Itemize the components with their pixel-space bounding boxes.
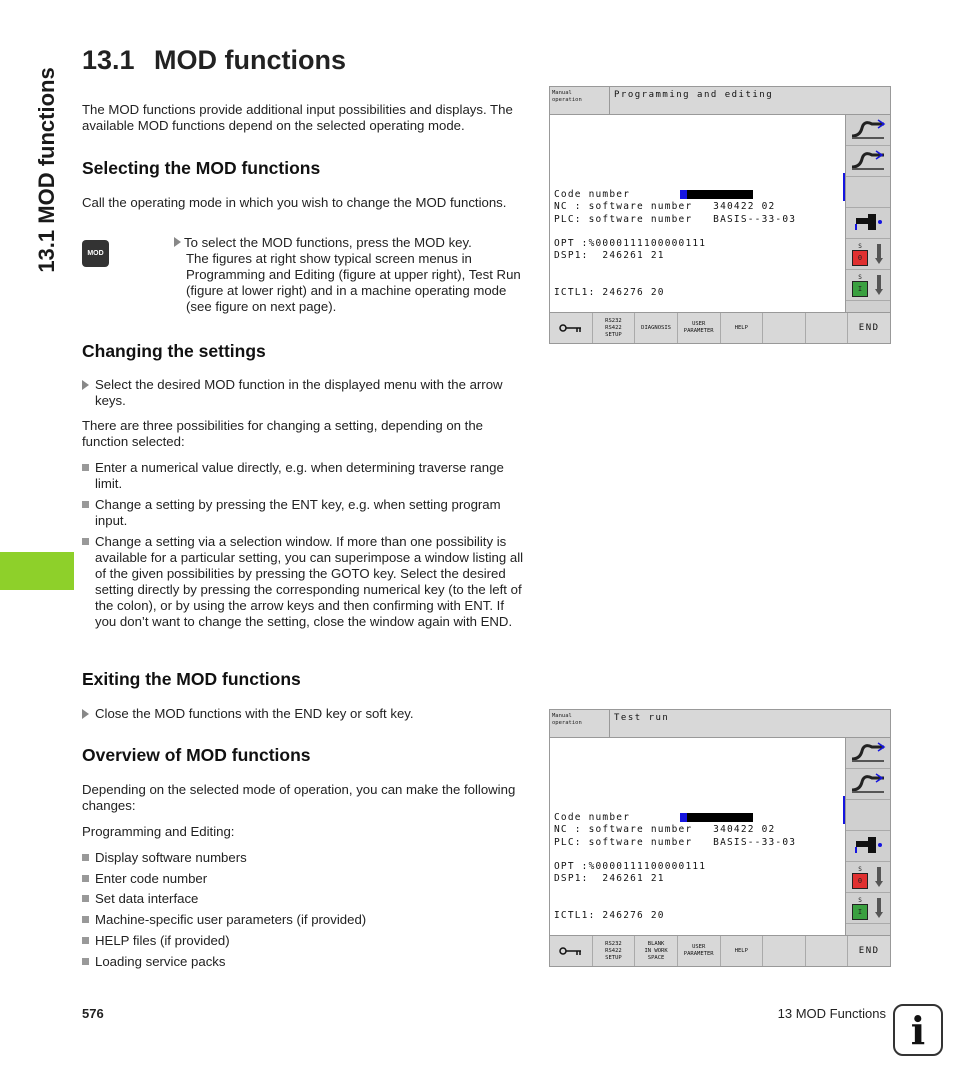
section-title: MOD functions bbox=[154, 45, 346, 75]
exit-step bbox=[82, 706, 527, 722]
spindle-stop-button[interactable] bbox=[846, 862, 890, 893]
change-text: There are three possibilities for changing a setting, depending on the function selected: bbox=[82, 418, 484, 449]
page-title bbox=[82, 45, 346, 76]
screen-programming bbox=[549, 86, 891, 344]
bullet-icon bbox=[82, 958, 89, 965]
softkey-user-parameter[interactable]: USER PARAMETER bbox=[678, 313, 721, 343]
list-item bbox=[82, 891, 527, 907]
mode-switch-left-button[interactable] bbox=[846, 738, 890, 769]
side-blue-marker bbox=[843, 173, 845, 201]
list-item-text: Change a setting by pressing the ENT key, e.g. when setting program input. bbox=[95, 497, 501, 528]
list-item bbox=[82, 534, 527, 630]
opt-line: OPT :%0000111100000111 bbox=[554, 238, 707, 250]
machine-mode-icon bbox=[850, 149, 886, 173]
spindle-zero-icon: 0 bbox=[852, 250, 868, 266]
softkey-key[interactable] bbox=[550, 313, 593, 343]
spindle-label: S bbox=[858, 273, 862, 281]
softkey-end[interactable]: END bbox=[858, 322, 880, 333]
side-softkeys bbox=[845, 738, 890, 936]
spindle-zero-icon: 0 bbox=[852, 873, 868, 889]
spindle-icon bbox=[874, 898, 884, 918]
coolant-icon bbox=[852, 212, 884, 234]
softkey-key[interactable] bbox=[550, 936, 593, 966]
machine-mode-icon bbox=[850, 118, 886, 142]
mode-switch-right-button[interactable] bbox=[846, 769, 890, 800]
heading-selecting: Selecting the MOD functions bbox=[82, 158, 321, 178]
bullet-icon bbox=[82, 464, 89, 471]
coolant-icon bbox=[852, 835, 884, 857]
softkey-rs232[interactable]: RS232 RS422 SETUP bbox=[593, 313, 636, 343]
softkey-user-parameter[interactable]: USER PARAMETER bbox=[678, 936, 721, 966]
empty-side-button[interactable] bbox=[846, 177, 890, 208]
coolant-button[interactable] bbox=[846, 208, 890, 239]
mod-info-block bbox=[554, 812, 796, 923]
list-item bbox=[82, 933, 527, 949]
exit-step-text: Close the MOD functions with the END key or soft key. bbox=[95, 706, 414, 721]
key-icon bbox=[559, 323, 583, 333]
key-icon bbox=[559, 946, 583, 956]
empty-side-button[interactable] bbox=[846, 800, 890, 831]
opt-line: OPT :%0000111100000111 bbox=[554, 861, 707, 873]
mode-indicator-right: Programming and editing bbox=[610, 87, 890, 115]
dsp-line: DSP1: 246261 21 bbox=[554, 873, 665, 885]
chapter-color-tab bbox=[0, 552, 74, 590]
mode-indicator-left: Manual operation bbox=[550, 710, 610, 738]
list-item-text: Machine-specific user parameters (if provided) bbox=[95, 912, 367, 927]
dsp-line: DSP1: 246261 21 bbox=[554, 250, 665, 262]
chapter-footer: 13 MOD Functions bbox=[777, 1006, 886, 1021]
spindle-label: S bbox=[858, 865, 862, 873]
machine-mode-icon bbox=[850, 772, 886, 796]
nc-software-line: NC : software number 340422 02 bbox=[554, 201, 776, 213]
softkey-help[interactable]: HELP bbox=[721, 313, 764, 343]
code-number-label: Code number bbox=[554, 189, 631, 200]
mod-step bbox=[174, 235, 528, 315]
heading-overview: Overview of MOD functions bbox=[82, 745, 311, 765]
spindle-icon bbox=[874, 244, 884, 264]
mod-step-rest: The figures at right show typical screen menus in Programming and Editing (figure at upper right), Test Run (figure at lower right) and in a machine operating mode (see figure on next page). bbox=[186, 251, 521, 314]
bullet-icon bbox=[82, 895, 89, 902]
softkey-empty[interactable] bbox=[806, 313, 849, 343]
list-item-text: Change a setting via a selection window. If more than one possibility is available for a particular setting, you can superimpose a window listing all of the given possibilities by pressing the GOTO key. Select the desired setting directly by pressing the corresponding numerical key (to the left of the colon), or by using the arrow keys and then confirming with ENT. If you don’t want to change the setting, close the window again with END. bbox=[95, 534, 524, 629]
softkey-empty[interactable] bbox=[763, 936, 806, 966]
softkey-row bbox=[550, 312, 890, 343]
section-number: 13.1 bbox=[82, 45, 135, 75]
bullet-icon bbox=[82, 501, 89, 508]
softkey-rs232[interactable]: RS232 RS422 SETUP bbox=[593, 936, 636, 966]
bullet-icon bbox=[82, 875, 89, 882]
mod-info-block bbox=[554, 189, 796, 300]
list-item bbox=[82, 850, 527, 866]
heading-changing: Changing the settings bbox=[82, 341, 266, 361]
mode-switch-left-button[interactable] bbox=[846, 115, 890, 146]
overview-text: Depending on the selected mode of operation, you can make the following changes: bbox=[82, 782, 516, 813]
list-item bbox=[82, 954, 527, 970]
softkey-empty[interactable] bbox=[806, 936, 849, 966]
list-item-text: HELP files (if provided) bbox=[95, 933, 230, 948]
softkey-row bbox=[550, 935, 890, 966]
list-item-text: Enter code number bbox=[95, 871, 208, 886]
spindle-start-button[interactable] bbox=[846, 893, 890, 924]
plc-software-line: PLC: software number BASIS--33-03 bbox=[554, 213, 797, 225]
bullet-icon bbox=[82, 538, 89, 545]
side-blue-marker bbox=[843, 796, 845, 824]
bullet-icon bbox=[82, 937, 89, 944]
spindle-icon bbox=[874, 867, 884, 887]
coolant-button[interactable] bbox=[846, 831, 890, 862]
list-item-text: Display software numbers bbox=[95, 850, 247, 865]
change-step-text: Select the desired MOD function in the displayed menu with the arrow keys. bbox=[95, 377, 503, 408]
mode-indicator-left: Manual operation bbox=[550, 87, 610, 115]
chapter-side-title: 13.1 MOD functions bbox=[34, 67, 59, 273]
code-number-field[interactable] bbox=[680, 813, 753, 822]
arrow-icon bbox=[82, 709, 89, 719]
machine-mode-icon bbox=[850, 741, 886, 765]
page-number: 576 bbox=[82, 1006, 104, 1021]
spindle-one-icon: I bbox=[852, 904, 868, 920]
mode-indicator-right: Test run bbox=[610, 710, 890, 738]
softkey-end[interactable]: END bbox=[858, 945, 880, 956]
side-softkeys bbox=[845, 115, 890, 313]
screen-test-run bbox=[549, 709, 891, 967]
spindle-label: S bbox=[858, 242, 862, 250]
overview-sub: Programming and Editing: bbox=[82, 824, 235, 839]
spindle-label: S bbox=[858, 896, 862, 904]
spindle-one-icon: I bbox=[852, 281, 868, 297]
plc-software-line: PLC: software number BASIS--33-03 bbox=[554, 836, 797, 848]
list-item bbox=[82, 497, 527, 529]
list-item bbox=[82, 912, 527, 928]
list-item-text: Loading service packs bbox=[95, 954, 226, 969]
code-number-field[interactable] bbox=[680, 190, 753, 199]
code-number-label: Code number bbox=[554, 812, 631, 823]
mod-step-line1: To select the MOD functions, press the MOD key. bbox=[184, 235, 472, 250]
list-item-text: Enter a numerical value directly, e.g. when determining traverse range limit. bbox=[95, 460, 504, 491]
softkey-help[interactable]: HELP bbox=[721, 936, 764, 966]
arrow-icon bbox=[174, 237, 181, 247]
ictl-line: ICTL1: 246276 20 bbox=[554, 910, 665, 922]
list-item-text: Set data interface bbox=[95, 891, 199, 906]
list-item bbox=[82, 460, 527, 492]
change-step bbox=[82, 377, 527, 409]
spindle-stop-button[interactable] bbox=[846, 239, 890, 270]
mode-switch-right-button[interactable] bbox=[846, 146, 890, 177]
ictl-line: ICTL1: 246276 20 bbox=[554, 287, 665, 299]
mod-key-icon: MOD bbox=[82, 240, 109, 267]
softkey-empty[interactable] bbox=[763, 313, 806, 343]
intro-text: The MOD functions provide additional input possibilities and displays. The available MOD functions depend on the selected operating mode. bbox=[82, 102, 513, 133]
bullet-icon bbox=[82, 916, 89, 923]
bullet-icon bbox=[82, 854, 89, 861]
spindle-icon bbox=[874, 275, 884, 295]
softkey-diagnosis[interactable]: DIAGNOSIS bbox=[635, 313, 678, 343]
info-icon: i bbox=[893, 1004, 943, 1056]
softkey-blank-in-work-space[interactable]: BLANK IN WORK SPACE bbox=[635, 936, 678, 966]
selecting-text: Call the operating mode in which you wish to change the MOD functions. bbox=[82, 195, 507, 210]
list-item bbox=[82, 871, 527, 887]
arrow-icon bbox=[82, 380, 89, 390]
spindle-start-button[interactable] bbox=[846, 270, 890, 301]
chapter-side-tab bbox=[0, 0, 72, 560]
heading-exiting: Exiting the MOD functions bbox=[82, 669, 301, 689]
nc-software-line: NC : software number 340422 02 bbox=[554, 824, 776, 836]
